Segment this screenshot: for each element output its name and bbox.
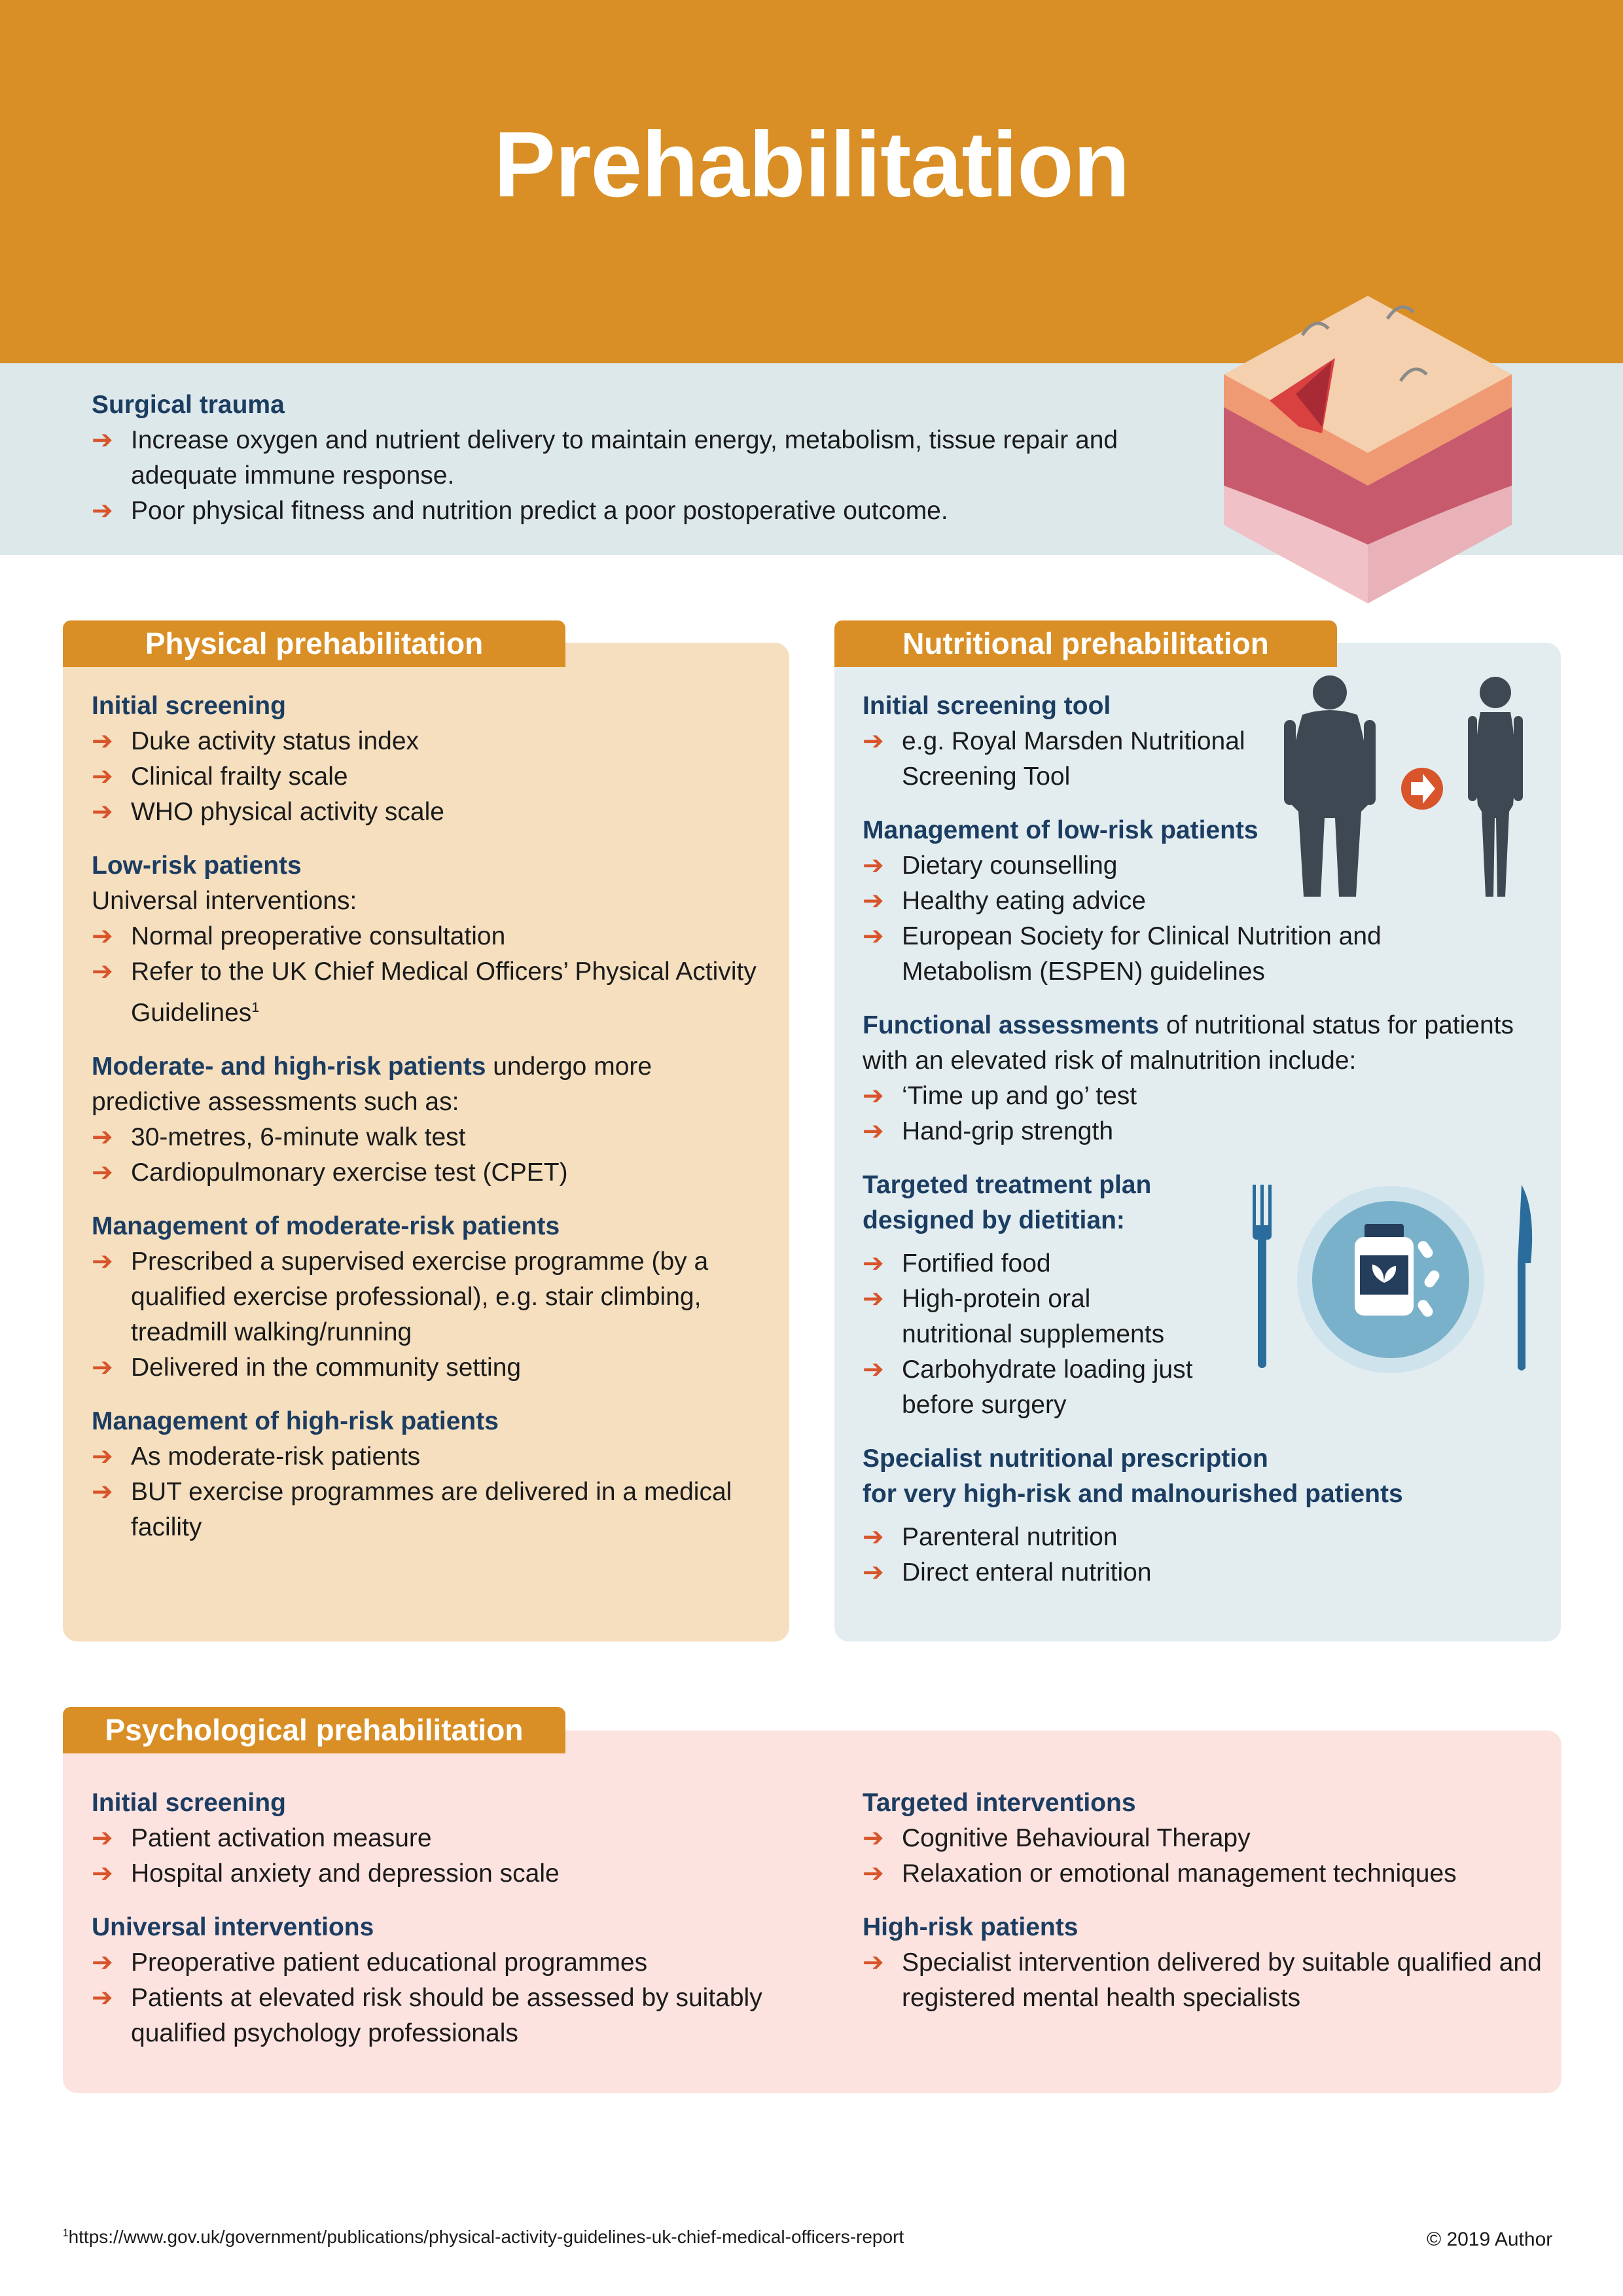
- arrow-icon: ➔: [863, 1249, 884, 1278]
- psychological-high-risk: [863, 1910, 1543, 2016]
- list-item: ➔ Normal preoperative consultation: [92, 919, 766, 954]
- nutritional-content: [863, 689, 1543, 1609]
- list-item: ➔ Cardiopulmonary exercise test (CPET): [92, 1155, 766, 1191]
- arrow-icon: ➔: [92, 426, 113, 454]
- list-item: ➔ Cognitive Behavioural Therapy: [863, 1821, 1543, 1856]
- bullet-list: [92, 1821, 772, 1892]
- list-item: ➔ Prescribed a supervised exercise programme (by a qualified exercise professional), e.g. stair climbing, treadmill walking/running: [92, 1244, 766, 1350]
- section-heading: High-risk patients: [863, 1913, 1079, 1941]
- arrow-icon: ➔: [92, 1478, 113, 1506]
- bullet-list: [863, 1821, 1543, 1892]
- arrow-icon: ➔: [92, 922, 113, 950]
- physical-moderate-high: [92, 1049, 766, 1191]
- bullet-list: [863, 1246, 1203, 1423]
- list-item: ➔ ‘Time up and go’ test: [863, 1079, 1543, 1114]
- section-heading: Specialist nutritional prescription: [863, 1444, 1268, 1473]
- copyright: © 2019 Author: [1427, 2229, 1553, 2250]
- section-heading: Management of low-risk patients: [863, 816, 1258, 844]
- nutritional-functional-assessments: [863, 1008, 1543, 1149]
- arrow-icon: ➔: [863, 887, 884, 915]
- psychological-initial-screening: [92, 1785, 772, 1892]
- arrow-icon: ➔: [863, 1523, 884, 1551]
- section-heading: Initial screening: [92, 1789, 286, 1817]
- list-item: ➔ e.g. Royal Marsden Nutritional Screening Tool: [863, 724, 1281, 795]
- surgical-trauma-section: [92, 387, 1165, 529]
- list-item: ➔ Specialist intervention delivered by suitable qualified and registered mental health specialists: [863, 1945, 1543, 2016]
- arrow-icon: ➔: [92, 497, 113, 525]
- arrow-icon: ➔: [92, 1824, 113, 1852]
- arrow-icon: ➔: [863, 1285, 884, 1313]
- physical-content: [92, 689, 766, 1564]
- section-intro: Universal interventions:: [92, 887, 357, 915]
- psychological-left-column: [92, 1785, 772, 2070]
- list-item: ➔ BUT exercise programmes are delivered in a medical facility: [92, 1475, 766, 1545]
- psychological-targeted: [863, 1785, 1543, 1892]
- bullet-list: [92, 1945, 772, 2051]
- list-item: ➔ High-protein oral nutritional supplements: [863, 1282, 1203, 1352]
- list-item: ➔ Healthy eating advice: [863, 884, 1543, 919]
- list-item: ➔ Duke activity status index: [92, 724, 766, 759]
- arrow-icon: ➔: [92, 1984, 113, 2012]
- list-item: ➔ Hospital anxiety and depression scale: [92, 1856, 772, 1892]
- physical-tab: Physical prehabilitation: [63, 620, 565, 667]
- bullet-list: [863, 724, 1281, 795]
- bullet-list: [92, 1244, 766, 1386]
- page-title: Prehabilitation: [493, 113, 1130, 217]
- knife-icon: [1518, 1185, 1532, 1371]
- footnote: [63, 2227, 904, 2248]
- arrow-icon: ➔: [863, 1117, 884, 1145]
- footnote-mark: 1: [63, 2227, 69, 2239]
- skin-wound-icon: [1224, 296, 1512, 603]
- arrow-icon: ➔: [92, 1859, 113, 1888]
- list-item: ➔ WHO physical activity scale: [92, 795, 766, 830]
- arrow-icon: ➔: [863, 1082, 884, 1110]
- arrow-icon: ➔: [92, 798, 113, 826]
- list-item: ➔ Increase oxygen and nutrient delivery to maintain energy, metabolism, tissue repair and adequate immune response.: [92, 423, 1165, 493]
- nutritional-screening-tool: [863, 689, 1543, 795]
- section-heading: Universal interventions: [92, 1913, 374, 1941]
- arrow-icon: ➔: [92, 1948, 113, 1977]
- surgical-trauma-list: [92, 423, 1165, 529]
- psychological-right-column: [863, 1785, 1543, 2034]
- arrow-icon: ➔: [863, 852, 884, 880]
- section-heading: Targeted interventions: [863, 1789, 1136, 1817]
- arrow-icon: ➔: [863, 1558, 884, 1587]
- list-item: ➔ Poor physical fitness and nutrition predict a poor postoperative outcome.: [92, 493, 1165, 529]
- footnote-link[interactable]: https://www.gov.uk/government/publications/physical-activity-guidelines-uk-chief-medical-officers-report: [68, 2227, 904, 2247]
- nutritional-tab: Nutritional prehabilitation: [834, 620, 1337, 667]
- section-heading: Targeted treatment plan: [863, 1171, 1152, 1199]
- psychological-tab: Psychological prehabilitation: [63, 1707, 565, 1753]
- section-heading: Low-risk patients: [92, 852, 302, 880]
- list-item: ➔ Fortified food: [863, 1246, 1203, 1282]
- section-heading: Management of moderate-risk patients: [92, 1212, 560, 1240]
- bullet-list: [863, 1945, 1543, 2016]
- fork-icon: [1253, 1185, 1272, 1368]
- arrow-icon: ➔: [863, 1859, 884, 1888]
- bullet-list: [92, 1120, 766, 1191]
- psychological-universal: [92, 1910, 772, 2051]
- list-item: ➔ Patients at elevated risk should be assessed by suitably qualified psychology professionals: [92, 1981, 772, 2051]
- section-heading-inline: Moderate- and high-risk patients undergo more predictive assessments such as:: [92, 1052, 652, 1116]
- meal-supplement-illustration: [1243, 1185, 1544, 1374]
- list-item: ➔ Relaxation or emotional management techniques: [863, 1856, 1543, 1892]
- arrow-icon: ➔: [92, 1443, 113, 1471]
- bullet-list: [863, 848, 1543, 990]
- physical-high-management: [92, 1404, 766, 1545]
- list-item: ➔ Clinical frailty scale: [92, 759, 766, 795]
- arrow-icon: ➔: [92, 727, 113, 755]
- arrow-icon: ➔: [863, 1824, 884, 1852]
- list-item: ➔ Hand-grip strength: [863, 1114, 1543, 1149]
- physical-low-risk: [92, 848, 766, 1031]
- arrow-icon: ➔: [863, 727, 884, 755]
- supplement-plate-icon: [1297, 1186, 1484, 1373]
- list-item: ➔ Parenteral nutrition: [863, 1520, 1543, 1555]
- section-heading: Initial screening: [92, 692, 286, 720]
- list-item: ➔ Dietary counselling: [863, 848, 1543, 884]
- section-heading: Management of high-risk patients: [92, 1407, 499, 1435]
- section-heading: Initial screening tool: [863, 692, 1111, 720]
- footnote-mark: 1: [251, 999, 260, 1015]
- bullet-list: [92, 919, 766, 1031]
- list-item: ➔ Patient activation measure: [92, 1821, 772, 1856]
- bullet-list: [863, 1079, 1543, 1149]
- surgical-trauma-heading: Surgical trauma: [92, 391, 285, 419]
- arrow-icon: ➔: [863, 922, 884, 950]
- nutritional-specialist: [863, 1441, 1543, 1590]
- arrow-icon: ➔: [92, 958, 113, 986]
- bullet-list: [92, 724, 766, 830]
- list-item: ➔ European Society for Clinical Nutrition and Metabolism (ESPEN) guidelines: [863, 919, 1465, 990]
- list-item: ➔ Carbohydrate loading just before surgery: [863, 1352, 1203, 1423]
- list-item: ➔ As moderate-risk patients: [92, 1439, 766, 1475]
- bullet-list: [92, 1439, 766, 1545]
- physical-moderate-management: [92, 1209, 766, 1386]
- list-item: ➔ 30-metres, 6-minute walk test: [92, 1120, 766, 1155]
- section-heading: designed by dietitian:: [863, 1206, 1125, 1234]
- arrow-icon: ➔: [92, 1123, 113, 1151]
- arrow-icon: ➔: [92, 1354, 113, 1382]
- list-item: ➔ Delivered in the community setting: [92, 1350, 766, 1386]
- nutritional-low-risk-management: [863, 813, 1543, 990]
- section-heading: for very high-risk and malnourished patients: [863, 1480, 1403, 1508]
- list-item: ➔ Refer to the UK Chief Medical Officers’ Physical Activity Guidelines$^1$: [92, 954, 766, 1031]
- arrow-icon: ➔: [92, 762, 113, 791]
- arrow-icon: ➔: [92, 1247, 113, 1276]
- physical-initial-screening: [92, 689, 766, 830]
- section-heading-inline: Functional assessments of nutritional status for patients with an elevated risk of malnutrition include:: [863, 1011, 1514, 1075]
- list-item: ➔ Direct enteral nutrition: [863, 1555, 1543, 1590]
- arrow-icon: ➔: [92, 1158, 113, 1187]
- bullet-list: [863, 1520, 1543, 1590]
- arrow-icon: ➔: [863, 1948, 884, 1977]
- arrow-icon: ➔: [863, 1355, 884, 1384]
- list-item: ➔ Preoperative patient educational programmes: [92, 1945, 772, 1981]
